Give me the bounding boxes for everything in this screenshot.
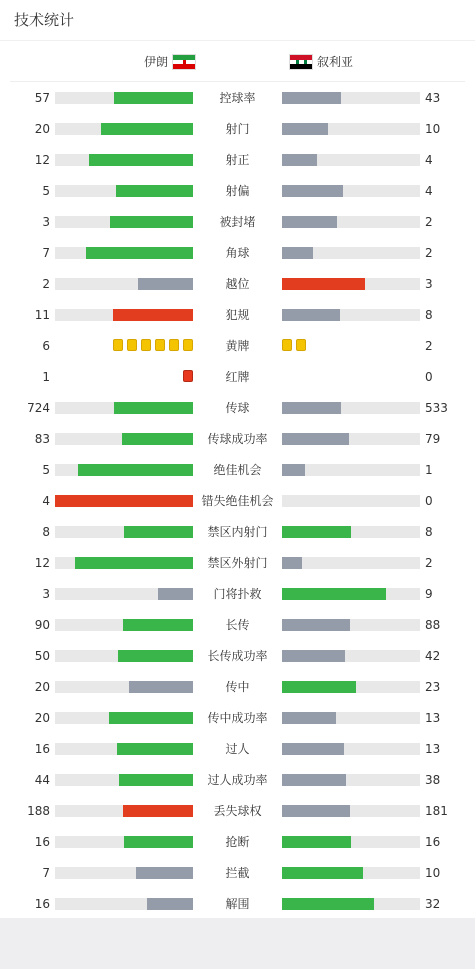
yellow-card-icon bbox=[282, 339, 292, 351]
away-bar-fill bbox=[282, 619, 350, 631]
away-bar-fill bbox=[282, 247, 313, 259]
home-bar-track bbox=[55, 619, 193, 631]
stat-row bbox=[0, 522, 475, 542]
away-bar-track bbox=[282, 216, 420, 228]
away-bar-track bbox=[282, 650, 420, 662]
away-bar-track bbox=[282, 836, 420, 848]
stat-label: 射门 bbox=[225, 122, 250, 136]
home-value: 4 bbox=[42, 494, 50, 508]
away-bar-track bbox=[282, 309, 420, 321]
away-value: 8 bbox=[425, 525, 433, 539]
stat-label: 过人成功率 bbox=[207, 773, 268, 787]
home-bar-fill bbox=[124, 836, 193, 848]
away-bar-fill bbox=[282, 588, 386, 600]
away-team-name: 叙利亚 bbox=[317, 55, 354, 69]
home-bar-fill bbox=[110, 216, 193, 228]
home-value: 724 bbox=[27, 401, 50, 415]
away-bar-fill bbox=[282, 402, 341, 414]
away-bar-track bbox=[282, 154, 420, 166]
stat-row bbox=[0, 491, 475, 511]
stat-row bbox=[0, 212, 475, 232]
home-bar-fill bbox=[123, 619, 193, 631]
home-bar-fill bbox=[147, 898, 193, 910]
away-team[interactable] bbox=[289, 53, 353, 70]
stat-label: 解围 bbox=[225, 897, 250, 911]
home-value: 1 bbox=[42, 370, 50, 384]
away-bar-fill bbox=[282, 805, 350, 817]
away-bar-fill bbox=[282, 898, 374, 910]
away-bar-track bbox=[282, 557, 420, 569]
stat-row bbox=[0, 460, 475, 480]
home-bar-fill bbox=[116, 185, 193, 197]
stat-row bbox=[0, 708, 475, 728]
away-value: 2 bbox=[425, 556, 433, 570]
stat-row bbox=[0, 801, 475, 821]
stat-row bbox=[0, 863, 475, 883]
home-bar-fill bbox=[119, 774, 193, 786]
stat-row bbox=[0, 429, 475, 449]
stat-label: 拦截 bbox=[225, 866, 250, 880]
stat-label: 丢失球权 bbox=[213, 804, 262, 818]
stat-label: 禁区内射门 bbox=[207, 525, 268, 539]
stat-row bbox=[0, 832, 475, 852]
stat-row bbox=[0, 770, 475, 790]
stat-label: 控球率 bbox=[219, 91, 256, 105]
home-bar-fill bbox=[124, 526, 193, 538]
away-bar-fill bbox=[282, 154, 317, 166]
home-bar-track bbox=[55, 526, 193, 538]
home-bar-track bbox=[55, 402, 193, 414]
home-bar-fill bbox=[122, 433, 193, 445]
stat-label: 传中 bbox=[225, 680, 250, 694]
home-value: 16 bbox=[34, 897, 50, 911]
yellow-card-icon bbox=[113, 339, 123, 351]
away-bar-track bbox=[282, 588, 420, 600]
home-bar-fill bbox=[109, 712, 193, 724]
away-value: 2 bbox=[425, 246, 433, 260]
stat-row bbox=[0, 739, 475, 759]
away-value: 32 bbox=[425, 897, 441, 911]
stat-row bbox=[0, 274, 475, 294]
home-bar-fill bbox=[78, 464, 193, 476]
yellow-card-icon bbox=[183, 339, 193, 351]
stat-label: 禁区外射门 bbox=[207, 556, 268, 570]
away-value: 42 bbox=[425, 649, 441, 663]
away-bar-track bbox=[282, 526, 420, 538]
away-bar-fill bbox=[282, 309, 340, 321]
away-value: 2 bbox=[425, 339, 433, 353]
stat-label: 长传成功率 bbox=[207, 649, 268, 663]
stat-row bbox=[0, 305, 475, 325]
home-bar-track bbox=[55, 154, 193, 166]
away-bar-track bbox=[282, 805, 420, 817]
away-bar-fill bbox=[282, 92, 341, 104]
home-value: 57 bbox=[34, 91, 50, 105]
home-value: 50 bbox=[34, 649, 50, 663]
stat-label: 绝佳机会 bbox=[213, 463, 262, 477]
away-bar-track bbox=[282, 681, 420, 693]
home-value: 7 bbox=[42, 866, 50, 880]
stat-row bbox=[0, 150, 475, 170]
yellow-card-icon bbox=[127, 339, 137, 351]
home-value: 11 bbox=[34, 308, 50, 322]
home-bar-track bbox=[55, 278, 193, 290]
home-bar-track bbox=[55, 898, 193, 910]
stat-label: 射正 bbox=[225, 153, 250, 167]
home-bar-track bbox=[55, 588, 193, 600]
stat-label: 黄牌 bbox=[225, 339, 250, 353]
home-cards bbox=[111, 339, 193, 353]
home-value: 7 bbox=[42, 246, 50, 260]
home-bar-fill bbox=[101, 123, 193, 135]
away-value: 2 bbox=[425, 215, 433, 229]
stat-label: 越位 bbox=[225, 277, 250, 291]
home-value: 2 bbox=[42, 277, 50, 291]
away-bar-track bbox=[282, 185, 420, 197]
stat-row bbox=[0, 584, 475, 604]
home-bar-fill bbox=[89, 154, 193, 166]
home-bar-track bbox=[55, 805, 193, 817]
home-cards bbox=[181, 370, 193, 384]
stat-label: 红牌 bbox=[225, 370, 250, 384]
away-value: 0 bbox=[425, 370, 433, 384]
away-bar-track bbox=[282, 402, 420, 414]
away-value: 181 bbox=[425, 804, 448, 818]
stat-label: 传中成功率 bbox=[207, 711, 268, 725]
home-bar-track bbox=[55, 216, 193, 228]
home-bar-fill bbox=[117, 743, 193, 755]
home-value: 44 bbox=[34, 773, 50, 787]
away-bar-fill bbox=[282, 185, 343, 197]
home-bar-track bbox=[55, 433, 193, 445]
stat-row bbox=[0, 894, 475, 914]
away-value: 10 bbox=[425, 122, 441, 136]
away-bar-track bbox=[282, 495, 420, 507]
away-bar-fill bbox=[282, 743, 344, 755]
home-value: 6 bbox=[42, 339, 50, 353]
away-bar-fill bbox=[282, 123, 328, 135]
stat-label: 射偏 bbox=[225, 184, 250, 198]
home-bar-track bbox=[55, 92, 193, 104]
away-bar-track bbox=[282, 433, 420, 445]
away-bar-track bbox=[282, 743, 420, 755]
home-bar-fill bbox=[75, 557, 193, 569]
stat-label: 犯规 bbox=[225, 308, 250, 322]
stat-label: 长传 bbox=[225, 618, 250, 632]
iran-flag-icon bbox=[172, 54, 196, 70]
home-team-name: 伊朗 bbox=[143, 55, 168, 69]
home-bar-track bbox=[55, 247, 193, 259]
yellow-card-icon bbox=[169, 339, 179, 351]
home-value: 3 bbox=[42, 587, 50, 601]
stat-label: 角球 bbox=[225, 246, 250, 260]
away-bar-track bbox=[282, 278, 420, 290]
stat-row bbox=[0, 646, 475, 666]
away-value: 8 bbox=[425, 308, 433, 322]
away-value: 4 bbox=[425, 184, 433, 198]
away-bar-fill bbox=[282, 216, 337, 228]
away-bar-fill bbox=[282, 433, 349, 445]
home-value: 20 bbox=[34, 711, 50, 725]
away-bar-track bbox=[282, 247, 420, 259]
stat-row bbox=[0, 398, 475, 418]
home-value: 8 bbox=[42, 525, 50, 539]
stat-row bbox=[0, 553, 475, 573]
stat-row bbox=[0, 243, 475, 263]
home-bar-track bbox=[55, 712, 193, 724]
away-bar-fill bbox=[282, 557, 302, 569]
teams-header bbox=[10, 41, 465, 82]
away-value: 23 bbox=[425, 680, 441, 694]
away-value: 10 bbox=[425, 866, 441, 880]
away-bar-fill bbox=[282, 650, 345, 662]
stat-row bbox=[0, 181, 475, 201]
home-bar-track bbox=[55, 774, 193, 786]
stat-row bbox=[0, 615, 475, 635]
away-bar-track bbox=[282, 774, 420, 786]
stat-label: 过人 bbox=[225, 742, 250, 756]
away-bar-track bbox=[282, 898, 420, 910]
stat-row bbox=[0, 119, 475, 139]
red-card-icon bbox=[183, 370, 193, 382]
home-bar-track bbox=[55, 464, 193, 476]
stat-row bbox=[0, 367, 475, 387]
home-bar-fill bbox=[86, 247, 193, 259]
away-value: 9 bbox=[425, 587, 433, 601]
yellow-card-icon bbox=[141, 339, 151, 351]
away-bar-track bbox=[282, 712, 420, 724]
stat-label: 被封堵 bbox=[219, 215, 256, 229]
home-value: 16 bbox=[34, 835, 50, 849]
home-value: 90 bbox=[34, 618, 50, 632]
stat-row bbox=[0, 677, 475, 697]
syria-flag-icon bbox=[289, 54, 313, 70]
home-team[interactable] bbox=[144, 53, 196, 70]
away-bar-fill bbox=[282, 867, 363, 879]
away-bar-fill bbox=[282, 526, 351, 538]
away-value: 1 bbox=[425, 463, 433, 477]
yellow-card-icon bbox=[296, 339, 306, 351]
home-value: 20 bbox=[34, 122, 50, 136]
home-bar-fill bbox=[118, 650, 193, 662]
away-value: 0 bbox=[425, 494, 433, 508]
stat-label: 错失绝佳机会 bbox=[201, 494, 274, 508]
away-bar-fill bbox=[282, 278, 365, 290]
home-bar-track bbox=[55, 743, 193, 755]
home-bar-track bbox=[55, 123, 193, 135]
stat-label: 抢断 bbox=[225, 835, 250, 849]
away-bar-fill bbox=[282, 712, 336, 724]
away-cards bbox=[282, 339, 308, 353]
away-value: 3 bbox=[425, 277, 433, 291]
stat-label: 传球 bbox=[225, 401, 250, 415]
home-bar-fill bbox=[136, 867, 193, 879]
home-bar-fill bbox=[138, 278, 193, 290]
away-value: 13 bbox=[425, 742, 441, 756]
away-value: 13 bbox=[425, 711, 441, 725]
home-bar-track bbox=[55, 867, 193, 879]
home-value: 5 bbox=[42, 463, 50, 477]
away-value: 79 bbox=[425, 432, 441, 446]
home-value: 3 bbox=[42, 215, 50, 229]
home-value: 12 bbox=[34, 556, 50, 570]
home-bar-fill bbox=[55, 495, 193, 507]
away-bar-track bbox=[282, 464, 420, 476]
home-value: 12 bbox=[34, 153, 50, 167]
away-value: 4 bbox=[425, 153, 433, 167]
stat-label: 门将扑救 bbox=[213, 587, 262, 601]
home-bar-fill bbox=[123, 805, 193, 817]
home-value: 83 bbox=[34, 432, 50, 446]
page-title: 技术统计 bbox=[0, 0, 475, 41]
away-value: 16 bbox=[425, 835, 441, 849]
away-value: 38 bbox=[425, 773, 441, 787]
home-bar-fill bbox=[113, 309, 193, 321]
home-bar-track bbox=[55, 495, 193, 507]
away-value: 533 bbox=[425, 401, 448, 415]
home-value: 16 bbox=[34, 742, 50, 756]
home-bar-track bbox=[55, 309, 193, 321]
home-bar-track bbox=[55, 836, 193, 848]
away-bar-track bbox=[282, 123, 420, 135]
home-bar-track bbox=[55, 681, 193, 693]
home-value: 20 bbox=[34, 680, 50, 694]
away-value: 43 bbox=[425, 91, 441, 105]
away-bar-fill bbox=[282, 681, 356, 693]
away-bar-track bbox=[282, 867, 420, 879]
away-bar-fill bbox=[282, 464, 305, 476]
away-bar-fill bbox=[282, 774, 346, 786]
home-value: 5 bbox=[42, 184, 50, 198]
home-bar-track bbox=[55, 650, 193, 662]
stat-row bbox=[0, 336, 475, 356]
home-bar-fill bbox=[114, 402, 193, 414]
home-bar-fill bbox=[158, 588, 193, 600]
yellow-card-icon bbox=[155, 339, 165, 351]
away-value: 88 bbox=[425, 618, 441, 632]
stat-label: 传球成功率 bbox=[207, 432, 268, 446]
away-bar-fill bbox=[282, 836, 351, 848]
home-bar-track bbox=[55, 557, 193, 569]
home-value: 188 bbox=[27, 804, 50, 818]
away-bar-track bbox=[282, 619, 420, 631]
away-bar-track bbox=[282, 92, 420, 104]
home-bar-fill bbox=[129, 681, 193, 693]
home-bar-track bbox=[55, 185, 193, 197]
stat-row bbox=[0, 88, 475, 108]
home-bar-fill bbox=[114, 92, 193, 104]
